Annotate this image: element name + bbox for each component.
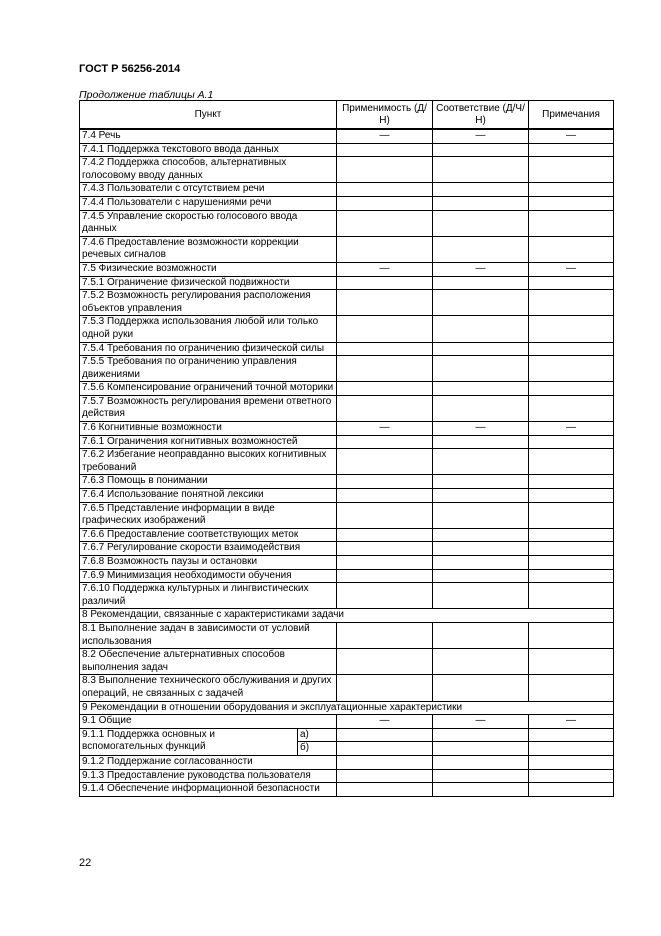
notes-cell — [529, 382, 614, 396]
conformance-cell — [433, 210, 529, 236]
applicability-cell — [337, 489, 433, 503]
conformance-cell — [433, 435, 529, 449]
notes-cell — [529, 542, 614, 556]
section-title-cell: 9 Рекомендации в отношении оборудования и эксплуатационные характеристики — [80, 701, 614, 715]
notes-cell — [529, 675, 614, 701]
conformance-cell — [433, 196, 529, 210]
notes-cell — [529, 489, 614, 503]
item-cell: 7.6.1 Ограничения когнитивных возможностей — [80, 435, 337, 449]
table-header-row — [80, 101, 614, 130]
table-row — [80, 449, 614, 475]
conformance-cell — [433, 342, 529, 356]
item-cell: 7.5.6 Компенсирование ограничений точной моторики — [80, 382, 337, 396]
conformance-cell — [433, 569, 529, 583]
table-row — [80, 728, 614, 742]
item-cell: 7.4.5 Управление скоростью голосового ввода данных — [80, 210, 337, 236]
notes-cell — [529, 316, 614, 342]
conformance-cell — [433, 183, 529, 197]
table-row — [80, 556, 614, 570]
applicability-cell — [337, 728, 433, 742]
conformance-cell — [433, 449, 529, 475]
section-row — [80, 262, 614, 276]
applicability-cell — [337, 675, 433, 701]
table-row — [80, 502, 614, 528]
conformance-cell — [433, 728, 529, 742]
table-caption: Продолжение таблицы А.1 — [79, 89, 214, 101]
applicability-cell — [337, 143, 433, 157]
applicability-cell — [337, 783, 433, 797]
section-row — [80, 129, 614, 143]
item-cell: 7.6.9 Минимизация необходимости обучения — [80, 569, 337, 583]
table-row — [80, 210, 614, 236]
table-row — [80, 475, 614, 489]
table-body — [80, 129, 614, 796]
sub-item-cell: б) — [298, 742, 337, 756]
conformance-cell — [433, 489, 529, 503]
applicability-cell — [337, 210, 433, 236]
item-cell: 7.5.4 Требования по ограничению физической силы — [80, 342, 337, 356]
table-row — [80, 236, 614, 262]
notes-cell — [529, 435, 614, 449]
conformance-cell — [433, 755, 529, 769]
applicability-cell — [337, 556, 433, 570]
section-row — [80, 422, 614, 436]
conformance-cell — [433, 475, 529, 489]
conformance-cell — [433, 742, 529, 756]
table-row — [80, 196, 614, 210]
notes-cell — [529, 196, 614, 210]
item-cell: 7.4.4 Пользователи с нарушениями речи — [80, 196, 337, 210]
column-header-applicability: Применимость (Д/Н) — [337, 101, 433, 130]
applicability-cell — [337, 342, 433, 356]
applicability-cell — [337, 583, 433, 609]
conformance-cell — [433, 316, 529, 342]
notes-cell — [529, 157, 614, 183]
applicability-cell — [337, 236, 433, 262]
conformance-cell: — — [433, 129, 529, 143]
item-cell: 7.5.5 Требования по ограничению управления движениями — [80, 356, 337, 382]
applicability-cell — [337, 528, 433, 542]
notes-cell: — — [529, 422, 614, 436]
item-cell: 7.6.2 Избегание неоправданно высоких когнитивных требований — [80, 449, 337, 475]
item-cell: 7.4.2 Поддержка способов, альтернативных голосовому вводу данных — [80, 157, 337, 183]
applicability-cell — [337, 356, 433, 382]
item-cell: 8.1 Выполнение задач в зависимости от условий использования — [80, 622, 337, 648]
applicability-cell — [337, 569, 433, 583]
notes-cell — [529, 276, 614, 290]
table-row — [80, 783, 614, 797]
table-row — [80, 290, 614, 316]
column-header-notes: Примечания — [529, 101, 614, 130]
item-cell: 7.6.6 Предоставление соответствующих меток — [80, 528, 337, 542]
table-row — [80, 316, 614, 342]
item-cell: 7.5.3 Поддержка использования любой или только одной руки — [80, 316, 337, 342]
table-row — [80, 569, 614, 583]
table-row — [80, 675, 614, 701]
applicability-cell — [337, 449, 433, 475]
table-row — [80, 435, 614, 449]
applicability-cell — [337, 755, 433, 769]
table-row — [80, 622, 614, 648]
table-row — [80, 183, 614, 197]
table-row — [80, 382, 614, 396]
applicability-cell — [337, 769, 433, 783]
conformance-cell — [433, 236, 529, 262]
applicability-cell — [337, 622, 433, 648]
applicability-cell — [337, 316, 433, 342]
applicability-cell: — — [337, 129, 433, 143]
column-header-conformance: Соответствие (Д/Ч/Н) — [433, 101, 529, 130]
item-cell: 7.5.1 Ограничение физической подвижности — [80, 276, 337, 290]
notes-cell — [529, 755, 614, 769]
conformance-cell — [433, 583, 529, 609]
conformance-cell — [433, 502, 529, 528]
notes-cell: — — [529, 129, 614, 143]
item-cell: 7.4.3 Пользователи с отсутствием речи — [80, 183, 337, 197]
applicability-cell: — — [337, 715, 433, 729]
sub-item-cell: а) — [298, 728, 337, 742]
applicability-cell — [337, 183, 433, 197]
conformance-cell — [433, 290, 529, 316]
applicability-cell: — — [337, 262, 433, 276]
conformance-cell — [433, 783, 529, 797]
table-row — [80, 143, 614, 157]
conformance-cell — [433, 769, 529, 783]
applicability-cell — [337, 276, 433, 290]
notes-cell — [529, 395, 614, 421]
item-cell: 7.4.6 Предоставление возможности коррекции речевых сигналов — [80, 236, 337, 262]
conformance-cell: — — [433, 262, 529, 276]
item-cell: 7.6.10 Поддержка культурных и лингвистических различий — [80, 583, 337, 609]
conformance-cell — [433, 675, 529, 701]
section-title-cell: 7.6 Когнитивные возможности — [80, 422, 337, 436]
conformance-cell — [433, 649, 529, 675]
table-row — [80, 649, 614, 675]
item-cell: 7.5.2 Возможность регулирования расположения объектов управления — [80, 290, 337, 316]
applicability-cell — [337, 649, 433, 675]
item-cell: 8.2 Обеспечение альтернативных способов выполнения задач — [80, 649, 337, 675]
applicability-cell — [337, 196, 433, 210]
conformance-cell — [433, 542, 529, 556]
item-cell: 7.6.3 Помощь в понимании — [80, 475, 337, 489]
conformance-cell — [433, 157, 529, 183]
notes-cell — [529, 236, 614, 262]
table-row — [80, 769, 614, 783]
notes-cell — [529, 290, 614, 316]
item-cell: 7.4.1 Поддержка текстового ввода данных — [80, 143, 337, 157]
notes-cell — [529, 475, 614, 489]
item-cell: 9.1.1 Поддержка основных и вспомогательных функций — [80, 728, 298, 755]
applicability-cell — [337, 742, 433, 756]
conformance-cell: — — [433, 715, 529, 729]
table-row — [80, 542, 614, 556]
item-cell: 7.6.4 Использование понятной лексики — [80, 489, 337, 503]
table-row — [80, 489, 614, 503]
section-title-cell: 7.4 Речь — [80, 129, 337, 143]
table-row — [80, 395, 614, 421]
table-row — [80, 583, 614, 609]
notes-cell — [529, 528, 614, 542]
applicability-cell — [337, 290, 433, 316]
applicability-cell — [337, 475, 433, 489]
applicability-cell — [337, 382, 433, 396]
notes-cell — [529, 143, 614, 157]
conformance-cell — [433, 395, 529, 421]
notes-cell: — — [529, 715, 614, 729]
conformance-cell — [433, 382, 529, 396]
applicability-cell — [337, 395, 433, 421]
table-row — [80, 276, 614, 290]
notes-cell — [529, 649, 614, 675]
item-cell: 7.6.7 Регулирование скорости взаимодействия — [80, 542, 337, 556]
notes-cell — [529, 569, 614, 583]
notes-cell — [529, 210, 614, 236]
conformance-cell — [433, 556, 529, 570]
page-number: 22 — [79, 857, 92, 869]
applicability-cell — [337, 542, 433, 556]
item-cell: 9.1 Общие — [80, 715, 337, 729]
notes-cell — [529, 342, 614, 356]
section-title-cell: 8 Рекомендации, связанные с характеристиками задачи — [80, 609, 614, 623]
table-row — [80, 528, 614, 542]
item-cell: 8.3 Выполнение технического обслуживания и других операций, не связанных с задачей — [80, 675, 337, 701]
document-header: ГОСТ Р 56256-2014 — [79, 63, 181, 75]
notes-cell — [529, 556, 614, 570]
item-cell: 7.6.8 Возможность паузы и остановки — [80, 556, 337, 570]
conformance-cell — [433, 143, 529, 157]
table-row — [80, 356, 614, 382]
applicability-cell — [337, 435, 433, 449]
notes-cell — [529, 769, 614, 783]
applicability-cell — [337, 157, 433, 183]
section-title-cell: 7.5 Физические возможности — [80, 262, 337, 276]
item-cell: 9.1.2 Поддержание согласованности — [80, 755, 337, 769]
conformance-cell: — — [433, 422, 529, 436]
applicability-cell — [337, 502, 433, 528]
notes-cell — [529, 583, 614, 609]
notes-cell — [529, 742, 614, 756]
conformance-cell — [433, 528, 529, 542]
notes-cell — [529, 183, 614, 197]
column-header-item: Пункт — [80, 101, 337, 130]
notes-cell — [529, 356, 614, 382]
notes-cell — [529, 622, 614, 648]
conformance-cell — [433, 276, 529, 290]
section-row — [80, 609, 614, 623]
item-cell: 7.5.7 Возможность регулирования времени ответного действия — [80, 395, 337, 421]
conformance-cell — [433, 356, 529, 382]
section-row — [80, 701, 614, 715]
table-row — [80, 755, 614, 769]
item-cell: 9.1.3 Предоставление руководства пользователя — [80, 769, 337, 783]
item-cell: 7.6.5 Представление информации в виде графических изображений — [80, 502, 337, 528]
notes-cell — [529, 502, 614, 528]
notes-cell — [529, 783, 614, 797]
notes-cell: — — [529, 262, 614, 276]
item-cell: 9.1.4 Обеспечение информационной безопасности — [80, 783, 337, 797]
applicability-cell: — — [337, 422, 433, 436]
notes-cell — [529, 449, 614, 475]
table-row — [80, 715, 614, 729]
checklist-table — [79, 100, 614, 797]
conformance-cell — [433, 622, 529, 648]
table-row — [80, 342, 614, 356]
notes-cell — [529, 728, 614, 742]
table-row — [80, 157, 614, 183]
